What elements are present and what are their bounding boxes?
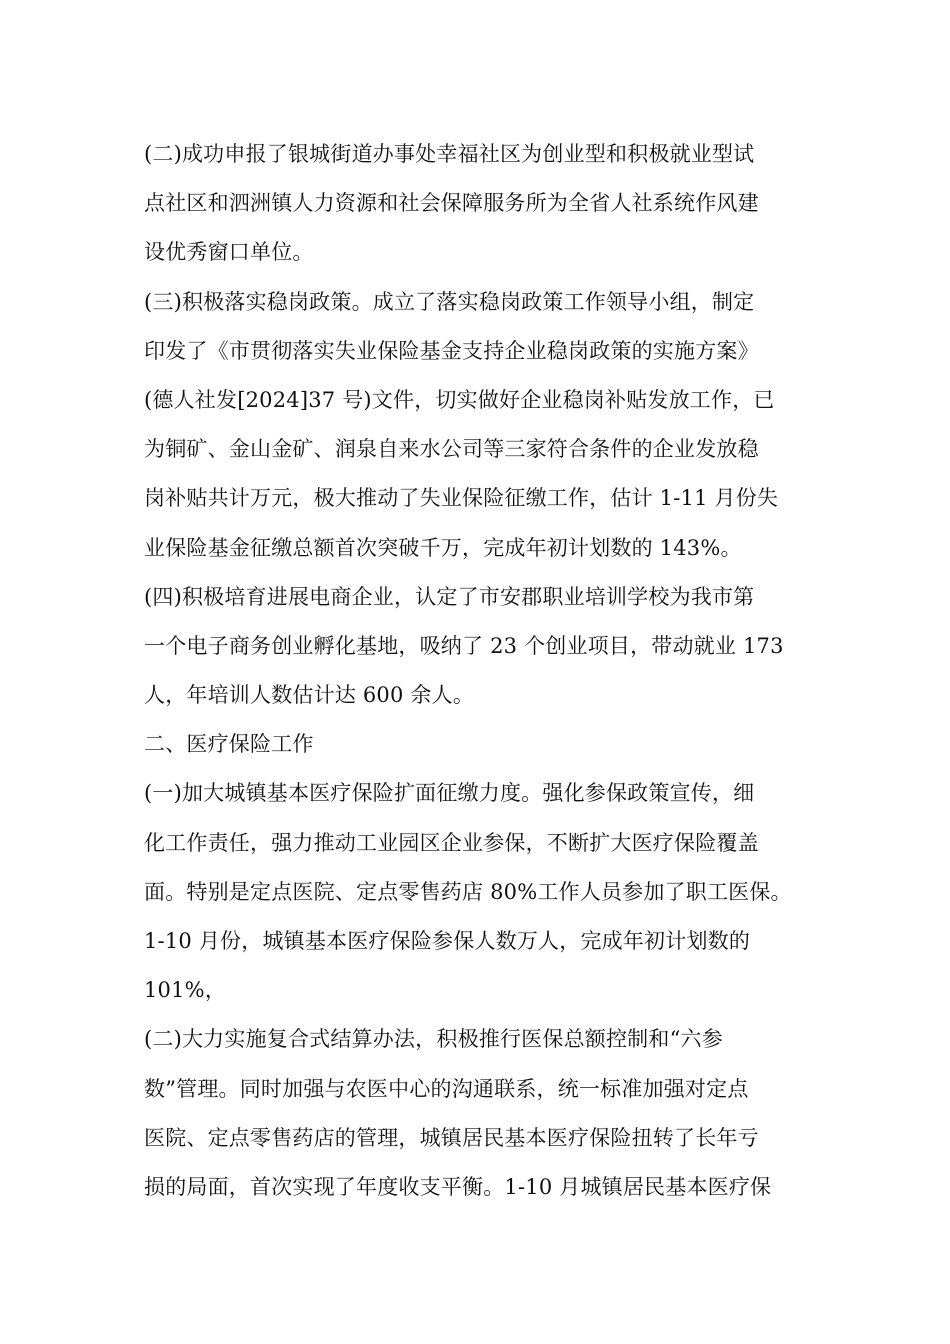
text-line: (三)积极落实稳岗政策。成立了落实稳岗政策工作领导小组，制定: [144, 289, 755, 314]
text-line: 为铜矿、金山金矿、润泉自来水公司等三家符合条件的企业发放稳: [144, 437, 759, 462]
text-line: (二)大力实施复合式结算办法，积极推行医保总额控制和“六参: [144, 1027, 723, 1052]
text-line: 医院、定点零售药店的管理，城镇居民基本医疗保险扭转了长年亏: [144, 1125, 759, 1150]
text-line: (德人社发[2024]37 号)文件，切实做好企业稳岗补贴发放工作，已: [144, 387, 775, 412]
text-line: 印发了《市贯彻落实失业保险基金支持企业稳岗政策的实施方案》: [144, 338, 759, 363]
text-line: 设优秀窗口单位。: [144, 240, 314, 265]
text-line: 1-10 月份，城镇基本医疗保险参保人数万人，完成年初计划数的: [144, 929, 751, 953]
text-line: 一个电子商务创业孵化基地，吸纳了 23 个创业项目，带动就业 173: [144, 633, 784, 658]
text-line: 101%，: [144, 978, 227, 1003]
text-line: (一)加大城镇基本医疗保险扩面征缴力度。强化参保政策宣传，细: [144, 781, 755, 806]
text-line: 岗补贴共计万元，极大推动了失业保险征缴工作，估计 1-11 月份失: [144, 486, 779, 511]
text-line: 面。特别是定点医院、定点零售药店 80%工作人员参加了职工医保。: [144, 879, 792, 904]
text-line: 点社区和泗洲镇人力资源和社会保障服务所为全省人社系统作风建: [144, 191, 759, 216]
text-line: 损的局面，首次实现了年度收支平衡。1-10 月城镇居民基本医疗保: [144, 1174, 772, 1199]
text-line: 业保险基金征缴总额首次突破千万，完成年初计划数的 143%。: [144, 535, 742, 560]
text-line: 数”管理。同时加强与农医中心的沟通联系，统一标准加强对定点: [144, 1076, 749, 1101]
document-body: [144, 130, 820, 1212]
text-line: 化工作责任，强力推动工业园区企业参保，不断扩大医疗保险覆盖: [144, 830, 759, 855]
section-heading: 二、医疗保险工作: [144, 732, 314, 757]
text-line: (二)成功申报了银城街道办事处幸福社区为创业型和积极就业型试: [144, 142, 755, 166]
text-line: 人，年培训人数估计达 600 余人。: [144, 683, 475, 708]
text-line: (四)积极培育进展电商企业，认定了市安郡职业培训学校为我市第: [144, 584, 755, 609]
